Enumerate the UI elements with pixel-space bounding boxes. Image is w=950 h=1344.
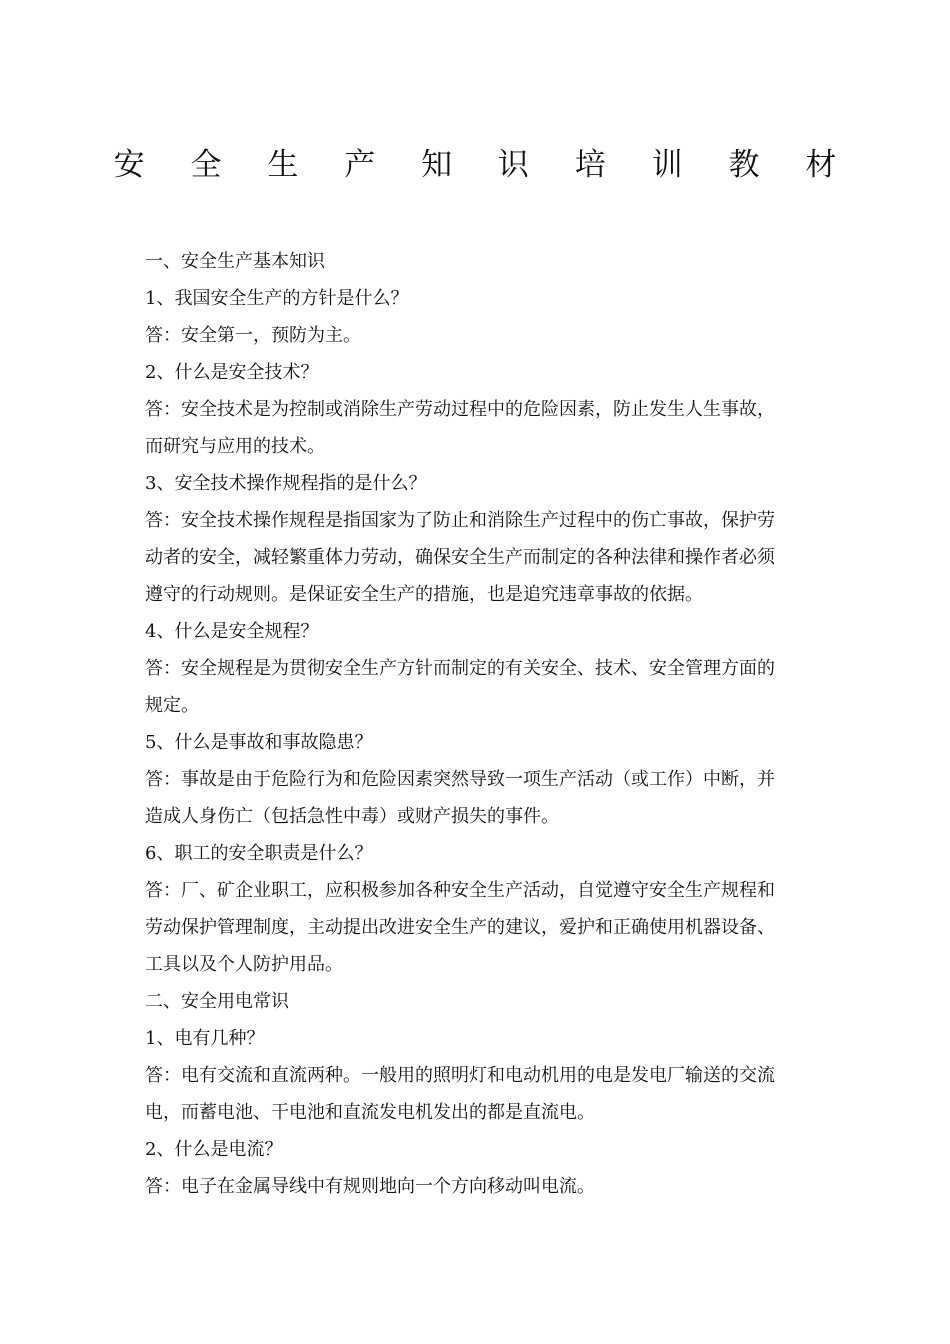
answer-line: 而研究与应用的技术。	[145, 436, 325, 457]
question-line: 1、我国安全生产的方针是什么？	[145, 288, 409, 309]
answer-line: 造成人身伤亡（包括急性中毒）或财产损失的事件。	[145, 806, 559, 827]
section-heading: 一、安全生产基本知识	[145, 251, 325, 272]
answer-line: 答：电子在金属导线中有规则地向一个方向移动叫电流。	[145, 1176, 595, 1197]
answer-line: 规定。	[145, 695, 199, 716]
answer-line: 答：电有交流和直流两种。一般用的照明灯和电动机用的电是发电厂输送的交流	[145, 1065, 775, 1086]
answer-line: 答：安全第一，预防为主。	[145, 325, 361, 346]
answer-line: 劳动保护管理制度，主动提出改进安全生产的建议，爱护和正确使用机器设备、	[145, 917, 775, 938]
answer-line: 遵守的行动规则。是保证安全生产的措施，也是追究违章事故的依据。	[145, 584, 703, 605]
answer-line: 答：厂、矿企业职工，应积极参加各种安全生产活动，自觉遵守安全生产规程和	[145, 880, 775, 901]
question-line: 6、职工的安全职责是什么？	[145, 843, 373, 864]
question-line: 4、什么是安全规程？	[145, 621, 319, 642]
question-line: 3、安全技术操作规程指的是什么？	[145, 473, 427, 494]
answer-line: 答：安全技术是为控制或消除生产劳动过程中的危险因素，防止发生人生事故，	[145, 399, 775, 420]
document-title: 安 全 生 产 知 识 培 训 教 材	[113, 147, 855, 183]
answer-line: 答：安全规程是为贯彻安全生产方针而制定的有关安全、技术、安全管理方面的	[145, 658, 775, 679]
answer-line: 答：事故是由于危险行为和危险因素突然导致一项生产活动（或工作）中断，并	[145, 769, 775, 790]
question-line: 2、什么是电流？	[145, 1139, 283, 1160]
answer-line: 工具以及个人防护用品。	[145, 954, 343, 975]
section-heading: 二、安全用电常识	[145, 991, 289, 1012]
answer-line: 答：安全技术操作规程是指国家为了防止和消除生产过程中的伤亡事故，保护劳	[145, 510, 775, 531]
answer-line: 电，而蓄电池、干电池和直流发电机发出的都是直流电。	[145, 1102, 595, 1123]
question-line: 1、电有几种？	[145, 1028, 265, 1049]
answer-line: 动者的安全，减轻繁重体力劳动，确保安全生产而制定的各种法律和操作者必须	[145, 547, 775, 568]
document-body	[145, 243, 810, 1205]
question-line: 5、什么是事故和事故隐患？	[145, 732, 373, 753]
question-line: 2、什么是安全技术？	[145, 362, 319, 383]
